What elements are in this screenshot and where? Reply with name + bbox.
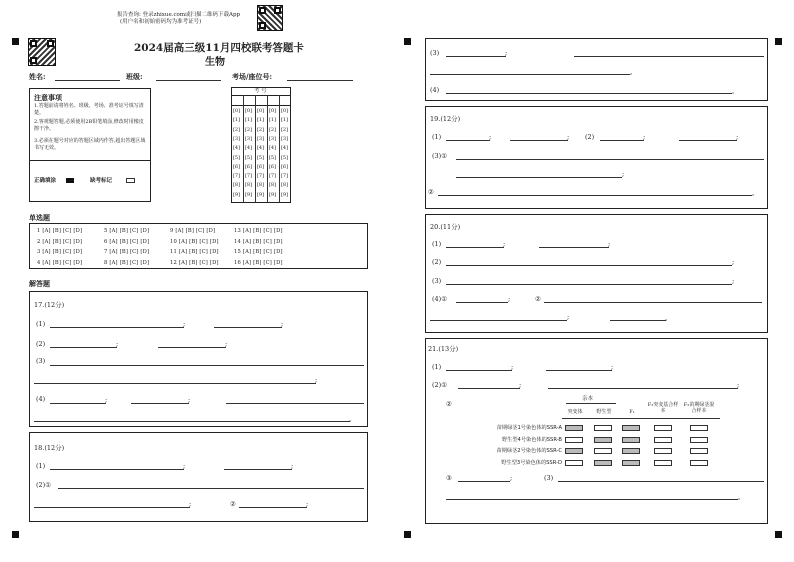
exam-id-bubble[interactable]: [6] bbox=[232, 163, 241, 170]
exam-id-bubble[interactable]: [2] bbox=[268, 126, 277, 133]
exam-id-bubble[interactable]: [7] bbox=[268, 173, 277, 180]
q21-box bbox=[425, 338, 768, 524]
q17-p1-blank-b[interactable] bbox=[214, 327, 282, 328]
ssr-band-empty[interactable] bbox=[690, 437, 708, 443]
q19-p3-sep: ; bbox=[622, 170, 625, 178]
q21-p2-blank-a[interactable] bbox=[458, 388, 520, 389]
exam-id-bubble[interactable]: [9] bbox=[280, 191, 289, 198]
exam-id-bubble[interactable]: [9] bbox=[232, 191, 241, 198]
ssr-band-filled bbox=[622, 448, 640, 454]
q18-p1: (1) bbox=[36, 462, 46, 470]
q17-p2: (2) bbox=[36, 340, 46, 348]
exam-id-bubble[interactable]: [0] bbox=[244, 108, 253, 114]
name-field[interactable] bbox=[55, 80, 120, 81]
q17-p2-blank-b[interactable] bbox=[158, 347, 226, 348]
q17-p2-end: ; bbox=[225, 340, 228, 348]
q21-p3-blank[interactable] bbox=[458, 481, 510, 482]
q17-p4-line2[interactable] bbox=[34, 421, 350, 422]
exam-id-bubble[interactable]: [1] bbox=[268, 117, 277, 124]
ssr-row-label: 苗期绿茎2号染色体的SSR-C bbox=[496, 448, 562, 454]
exam-id-bubble[interactable]: [6] bbox=[268, 163, 277, 170]
exam-id-bubble[interactable]: [3] bbox=[268, 135, 277, 142]
q17cont-p4-end: 。 bbox=[732, 87, 739, 95]
q19-box bbox=[425, 106, 768, 209]
exam-id-bubble[interactable]: [4] bbox=[280, 145, 289, 152]
q21-p2-end: ; bbox=[737, 381, 740, 389]
student-qr-code bbox=[28, 38, 56, 66]
exam-id-bubble[interactable]: [8] bbox=[268, 182, 277, 189]
q17-p1-sep: ; bbox=[183, 320, 186, 328]
q17cont-box bbox=[425, 38, 768, 101]
ssr-col-header: 野生型 bbox=[596, 409, 612, 415]
q17cont-sep: ; bbox=[505, 49, 508, 57]
q17-p2-sep: ; bbox=[116, 340, 119, 348]
exam-id-bubble[interactable]: [4] bbox=[268, 145, 277, 152]
exam-id-bubble[interactable]: [7] bbox=[280, 173, 289, 180]
q17cont-p3-line2[interactable] bbox=[430, 74, 630, 75]
mc-question[interactable]: 1 [A] [B] [C] [D] bbox=[37, 228, 83, 234]
q19-p3-line2[interactable] bbox=[456, 177, 622, 178]
q17cont-p4: (4) bbox=[430, 86, 440, 94]
exam-id-header: 考 号 bbox=[254, 88, 267, 94]
q21-p2: (2)① bbox=[432, 381, 448, 389]
q17-p4-sep: ; bbox=[105, 396, 108, 404]
q21-p2-sep: ; bbox=[519, 381, 522, 389]
exam-id-header-line bbox=[231, 95, 291, 96]
ssr-col-header: F₂苗期绿茎混合样本 bbox=[683, 402, 715, 414]
q19-p1-sep: ; bbox=[489, 133, 492, 141]
q19-p2-end: ; bbox=[736, 133, 739, 141]
exam-id-bubble[interactable]: [4] bbox=[256, 145, 265, 152]
q19-p3: (3)① bbox=[432, 152, 448, 160]
exam-id-bubble[interactable]: [5] bbox=[232, 154, 241, 161]
q21-p1-blank-b[interactable] bbox=[546, 370, 612, 371]
q17-p1: (1) bbox=[36, 320, 46, 328]
q21-p3b: (3) bbox=[544, 474, 554, 482]
mc-question[interactable]: 12 [A] [B] [C] [D] bbox=[170, 259, 219, 266]
q21-p3b-line1[interactable] bbox=[558, 481, 764, 482]
room-label: 考场/座位号: bbox=[232, 72, 273, 81]
q19-head: 19.(12分) bbox=[430, 115, 461, 123]
exam-id-bubble[interactable]: [8] bbox=[232, 182, 241, 189]
exam-id-bubble[interactable]: [9] bbox=[268, 191, 277, 198]
q20-p4b-sep: ; bbox=[567, 313, 570, 321]
q20-p3-end: ; bbox=[732, 277, 735, 285]
q20-p4b-line3[interactable] bbox=[610, 320, 666, 321]
exam-id-bubble[interactable]: [8] bbox=[256, 182, 265, 189]
class-label: 班级: bbox=[126, 72, 143, 81]
mc-question[interactable]: 14 [A] [B] [C] [D] bbox=[234, 238, 283, 245]
notice-item-1: 1.答题前请将姓名、班级、考场、准考证号填写清楚。 bbox=[34, 103, 144, 116]
exam-id-bubble[interactable]: [5] bbox=[268, 154, 277, 161]
q20-p1-sep: ; bbox=[503, 240, 506, 248]
q20-box bbox=[425, 214, 768, 333]
header-hint-line1: 报告查询: 登录zhixue.com或扫描二维码下载App bbox=[117, 12, 241, 18]
ssr-band-empty[interactable] bbox=[654, 448, 672, 454]
q19-p2: (2) bbox=[585, 133, 595, 141]
ssr-col-header: 突变体 bbox=[567, 409, 583, 415]
q20-p2-end: ; bbox=[732, 258, 735, 266]
room-field[interactable] bbox=[287, 80, 353, 81]
q20-p2-line[interactable] bbox=[446, 265, 732, 266]
mc-question[interactable]: 2 [A] [B] [C] [D] bbox=[37, 238, 83, 245]
q17-p4-sep2: ; bbox=[188, 396, 191, 404]
name-label: 姓名: bbox=[29, 72, 46, 81]
q20-p1-blank-b[interactable] bbox=[539, 247, 609, 248]
exam-id-bubble[interactable]: [0] bbox=[268, 108, 277, 114]
q20-p4b-line2[interactable] bbox=[430, 320, 567, 321]
q21-p2-blank-b[interactable] bbox=[548, 388, 738, 389]
exam-id-bubble[interactable]: [0] bbox=[280, 108, 289, 114]
q21-p3: ③ bbox=[446, 474, 452, 482]
exam-id-bubble[interactable]: [7] bbox=[244, 173, 253, 180]
q20-p4: (4)① bbox=[432, 295, 448, 303]
ssr-band-empty[interactable] bbox=[654, 437, 672, 443]
exam-id-bubble[interactable]: [5] bbox=[256, 154, 265, 161]
mc-question[interactable]: 11 [A] [B] [C] [D] bbox=[170, 249, 219, 255]
q21-p3b-end: 。 bbox=[738, 493, 745, 501]
q17-p1-blank-a[interactable] bbox=[50, 327, 184, 328]
q19-p3b: ② bbox=[428, 188, 434, 196]
q18-p1-end: ; bbox=[291, 462, 294, 470]
q21-p3b-line2[interactable] bbox=[446, 499, 738, 500]
exam-id-write-line bbox=[231, 105, 291, 106]
q21-p2b: ② bbox=[446, 400, 452, 408]
notice-item-3: 3.必须在题号对应的答题区域内作答,超出答题区域书写无效。 bbox=[34, 138, 146, 151]
q20-p3: (3) bbox=[432, 277, 442, 285]
q18-p2b-blank[interactable] bbox=[239, 507, 307, 508]
q19-p2-blank-a[interactable] bbox=[600, 140, 644, 141]
exam-id-bubble[interactable]: [9] bbox=[256, 191, 265, 198]
mc-question[interactable]: 4 [A] [B] [C] [D] bbox=[37, 259, 83, 266]
q20-p2: (2) bbox=[432, 258, 442, 266]
exam-id-bubble[interactable]: [7] bbox=[256, 173, 265, 180]
exam-id-bubble[interactable]: [2] bbox=[244, 126, 253, 133]
exam-id-bubble[interactable]: [7] bbox=[232, 173, 241, 180]
q19-p3b-end: 。 bbox=[752, 189, 759, 197]
download-qr-code bbox=[257, 5, 283, 31]
exam-id-bubble[interactable]: [5] bbox=[280, 154, 289, 161]
mc-question[interactable]: 10 [A] [B] [C] [D] bbox=[170, 238, 219, 245]
ssr-header-line bbox=[562, 418, 720, 419]
exam-id-bubble[interactable]: [1] bbox=[280, 117, 289, 124]
ssr-band-empty[interactable] bbox=[594, 425, 612, 431]
exam-id-bubble[interactable]: [0] bbox=[256, 108, 265, 114]
mc-question[interactable]: 3 [A] [B] [C] [D] bbox=[37, 249, 83, 255]
corner-mark-bm bbox=[404, 531, 411, 538]
corner-mark-br bbox=[775, 531, 782, 538]
q17-p4-blank-b[interactable] bbox=[131, 403, 189, 404]
exam-id-bubble[interactable]: [3] bbox=[232, 135, 241, 142]
q20-p4b: ② bbox=[535, 295, 541, 303]
q17cont-p3-end: 。 bbox=[630, 68, 637, 76]
mc-question[interactable]: 8 [A] [B] [C] [D] bbox=[104, 259, 150, 266]
ssr-band-empty[interactable] bbox=[690, 448, 708, 454]
corner-mark-tr bbox=[775, 38, 782, 45]
q18-p2-line1[interactable] bbox=[58, 488, 364, 489]
ssr-parent-header: 亲本 bbox=[582, 396, 594, 402]
q18-p2b: ② bbox=[230, 500, 236, 508]
ssr-band-filled bbox=[565, 425, 583, 431]
q17-p3: (3) bbox=[36, 357, 46, 365]
q17cont-p3-blank-a[interactable] bbox=[446, 56, 506, 57]
q18-p1-blank-a[interactable] bbox=[50, 469, 184, 470]
exam-id-bubble[interactable]: [6] bbox=[280, 163, 289, 170]
ssr-band-empty[interactable] bbox=[690, 425, 708, 431]
ssr-row-label: 野生型3号染色体的SSR-D bbox=[501, 459, 562, 466]
q21-p3-sep: ; bbox=[510, 474, 513, 482]
q20-p1-blank-a[interactable] bbox=[446, 247, 504, 248]
ssr-band-empty[interactable] bbox=[690, 460, 708, 466]
corner-mark-tm bbox=[404, 38, 411, 45]
exam-id-bubble[interactable]: [6] bbox=[244, 163, 253, 170]
q20-p1-end: ; bbox=[608, 240, 611, 248]
q20-p4-blank-a[interactable] bbox=[456, 302, 508, 303]
exam-id-bubble[interactable]: [8] bbox=[280, 182, 289, 189]
ssr-row-label: 苗期绿茎1号染色体的SSR-A bbox=[496, 425, 562, 431]
exam-id-bubble[interactable]: [6] bbox=[256, 163, 265, 170]
exam-id-bubble[interactable]: [3] bbox=[280, 135, 289, 142]
mc-question[interactable]: 16 [A] [B] [C] [D] bbox=[234, 259, 283, 266]
mc-question[interactable]: 7 [A] [B] [C] [D] bbox=[104, 249, 150, 255]
q18-p2: (2)① bbox=[36, 481, 52, 489]
ssr-col-header: F₁ bbox=[629, 409, 635, 415]
q19-p2-blank-b[interactable] bbox=[679, 140, 737, 141]
exam-id-bubble[interactable]: [1] bbox=[244, 117, 253, 124]
q21-p1-blank-a[interactable] bbox=[446, 370, 512, 371]
ssr-band-filled bbox=[565, 448, 583, 454]
fill-example-mark bbox=[66, 178, 74, 183]
exam-id-bubble[interactable]: [2] bbox=[232, 126, 241, 133]
exam-id-bubble[interactable]: [3] bbox=[244, 135, 253, 142]
exam-id-bubble[interactable]: [5] bbox=[244, 154, 253, 161]
q17cont-p3: (3) bbox=[430, 49, 440, 57]
q19-p3b-line[interactable] bbox=[438, 195, 752, 196]
ssr-band-empty[interactable] bbox=[594, 448, 612, 454]
q17-p1-end: ; bbox=[281, 320, 284, 328]
page-title: 2024届高三级11月四校联考答题卡 bbox=[134, 42, 304, 54]
exam-id-bubble[interactable]: [1] bbox=[256, 117, 265, 124]
exam-id-bubble[interactable]: [3] bbox=[256, 135, 265, 142]
q17-p4-blank-c[interactable] bbox=[226, 403, 364, 404]
ssr-row-label: 野生型4号染色体的SSR-B bbox=[501, 436, 562, 443]
absent-mark-label: 缺考标记 bbox=[90, 178, 113, 184]
ssr-band-filled bbox=[622, 437, 640, 443]
exam-id-bubble[interactable]: [4] bbox=[244, 145, 253, 152]
exam-id-bubble[interactable]: [2] bbox=[280, 126, 289, 133]
notice-title: 注意事项 bbox=[34, 93, 62, 102]
q17-p2-blank-a[interactable] bbox=[50, 347, 117, 348]
q20-p4b-line1[interactable] bbox=[544, 302, 762, 303]
q18-p1-blank-b[interactable] bbox=[224, 469, 292, 470]
fill-example-label: 正确填涂 bbox=[34, 178, 57, 184]
q21-head: 21.(13分) bbox=[428, 345, 459, 353]
q18-head: 18.(12分) bbox=[34, 444, 65, 452]
ssr-col-header: F₂突変基合样本 bbox=[647, 402, 679, 414]
q18-p2-line2[interactable] bbox=[34, 507, 190, 508]
q19-p3-line1[interactable] bbox=[456, 159, 764, 160]
q19-p1-blank-a[interactable] bbox=[446, 140, 490, 141]
ssr-band-empty[interactable] bbox=[565, 460, 583, 466]
q20-p3-line[interactable] bbox=[446, 284, 732, 285]
q19-p1-end: ; bbox=[567, 133, 570, 141]
mc-question[interactable]: 5 [A] [B] [C] [D] bbox=[104, 228, 150, 234]
q21-p1-end: ; bbox=[611, 363, 614, 371]
corner-mark-tl bbox=[12, 38, 19, 45]
q18-p2-sep: ; bbox=[189, 500, 192, 508]
q21-p1: (1) bbox=[432, 363, 442, 371]
exam-id-bubble[interactable]: [0] bbox=[232, 108, 241, 114]
q17-head: 17.(12分) bbox=[34, 301, 65, 309]
mc-title: 单选题 bbox=[29, 213, 50, 222]
ssr-band-filled bbox=[594, 437, 612, 443]
mc-question[interactable]: 9 [A] [B] [C] [D] bbox=[170, 228, 216, 234]
header-hint-line2: (用户名和初始密码均为准考证号) bbox=[120, 19, 202, 25]
class-field[interactable] bbox=[156, 80, 221, 81]
q17-box bbox=[29, 291, 368, 427]
q21-p1-sep: ; bbox=[511, 363, 514, 371]
ssr-band-empty[interactable] bbox=[565, 437, 583, 443]
q17-p3-line1[interactable] bbox=[50, 365, 364, 366]
mc-question[interactable]: 6 [A] [B] [C] [D] bbox=[104, 238, 150, 245]
q18-box bbox=[29, 432, 368, 522]
q19-p2-sep: ; bbox=[643, 133, 646, 141]
ssr-band-empty[interactable] bbox=[654, 425, 672, 431]
notice-divider bbox=[29, 160, 151, 161]
exam-id-bubble[interactable]: [2] bbox=[256, 126, 265, 133]
q17cont-p4-line[interactable] bbox=[446, 93, 732, 94]
ssr-band-empty[interactable] bbox=[654, 460, 672, 466]
exam-id-bubble[interactable]: [4] bbox=[232, 145, 241, 152]
q17-p4: (4) bbox=[36, 395, 46, 403]
absent-mark-box[interactable] bbox=[126, 178, 135, 183]
q17-p4-end: 。 bbox=[349, 415, 356, 423]
ssr-band-filled bbox=[594, 460, 612, 466]
exam-id-bubble[interactable]: [1] bbox=[232, 117, 241, 124]
q20-p4b-end: 。 bbox=[665, 314, 672, 322]
ssr-parent-bracket bbox=[566, 403, 616, 404]
q19-p1-blank-b[interactable] bbox=[510, 140, 568, 141]
ssr-band-filled bbox=[622, 425, 640, 431]
q17-p3-end: ; bbox=[315, 376, 318, 384]
mc-question[interactable]: 13 [A] [B] [C] [D] bbox=[234, 228, 283, 234]
q20-head: 20.(11分) bbox=[430, 223, 461, 231]
q20-p1: (1) bbox=[432, 240, 442, 248]
q18-p1-sep: ; bbox=[183, 462, 186, 470]
q17-p4-blank-a[interactable] bbox=[50, 403, 106, 404]
q20-p4-sep: ; bbox=[508, 295, 511, 303]
q17cont-p3-blank-b[interactable] bbox=[574, 56, 764, 57]
q17-p3-line2[interactable] bbox=[34, 383, 316, 384]
essay-title: 解答题 bbox=[29, 279, 50, 288]
notice-item-2: 2.客观题答题,必须使用2B铅笔填涂,修改时用橡皮擦干净。 bbox=[34, 119, 144, 132]
q19-p1: (1) bbox=[432, 133, 442, 141]
corner-mark-bl bbox=[12, 531, 19, 538]
mc-question[interactable]: 15 [A] [B] [C] [D] bbox=[234, 249, 283, 255]
q18-p2b-end: ; bbox=[306, 500, 309, 508]
subject-title: 生物 bbox=[205, 57, 225, 68]
ssr-band-filled bbox=[622, 460, 640, 466]
exam-id-bubble[interactable]: [9] bbox=[244, 191, 253, 198]
exam-id-bubble[interactable]: [8] bbox=[244, 182, 253, 189]
